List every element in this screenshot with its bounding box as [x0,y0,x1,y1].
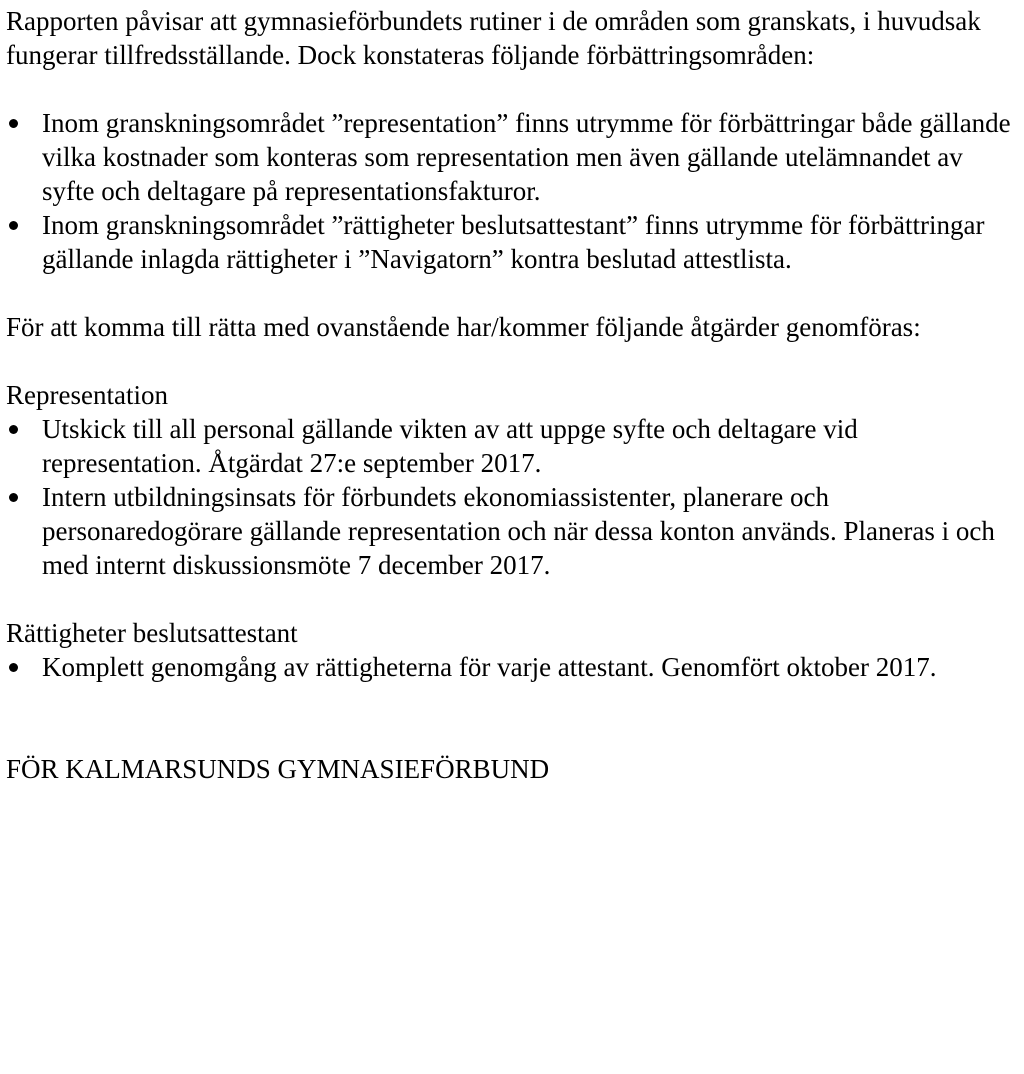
action-text: Utskick till all personal gällande vikten av att uppge syfte och deltagare vid representation. Åtgärdat 27:e september 2017. [42,414,858,478]
section-heading-rights: Rättigheter beslutsattestant [6,618,298,648]
action-text: Komplett genomgång av rättigheterna för varje attestant. Genomfört oktober 2017. [42,652,937,682]
section-heading-representation: Representation [6,380,168,410]
list-item [6,650,1021,684]
signature-line: FÖR KALMARSUNDS GYMNASIEFÖRBUND [6,754,550,784]
intro-paragraph: Rapporten påvisar att gymnasieförbundets rutiner i de områden som granskats, i huvudsak fungerar tillfredsställande. Dock konstateras följande förbättringsområden: [6,6,981,70]
finding-text: Inom granskningsområdet ”rättigheter beslutsattestant” finns utrymme för förbättringar gällande inlagda rättigheter i ”Navigatorn” kontra beslutad attestlista. [42,210,985,274]
finding-text: Inom granskningsområdet ”representation” finns utrymme för förbättringar både gällande vilka kostnader som konteras som representation men även gällande utelämnandet av syfte och deltagare på representationsfakturor. [42,108,1011,206]
list-item [6,480,1021,582]
list-item [6,208,1021,276]
list-item [6,412,1021,480]
representation-actions-list [6,412,1021,582]
list-item [6,106,1021,208]
actions-intro-paragraph: För att komma till rätta med ovanstående har/kommer följande åtgärder genomföras: [6,312,921,342]
rights-actions-list [6,650,1021,684]
document-page [6,4,1021,786]
findings-list [6,106,1021,276]
action-text: Intern utbildningsinsats för förbundets ekonomiassistenter, planerare och personaredogörare gällande representation och när dessa konton används. Planeras i och med internt diskussionsmöte 7 december 2017. [42,482,995,580]
